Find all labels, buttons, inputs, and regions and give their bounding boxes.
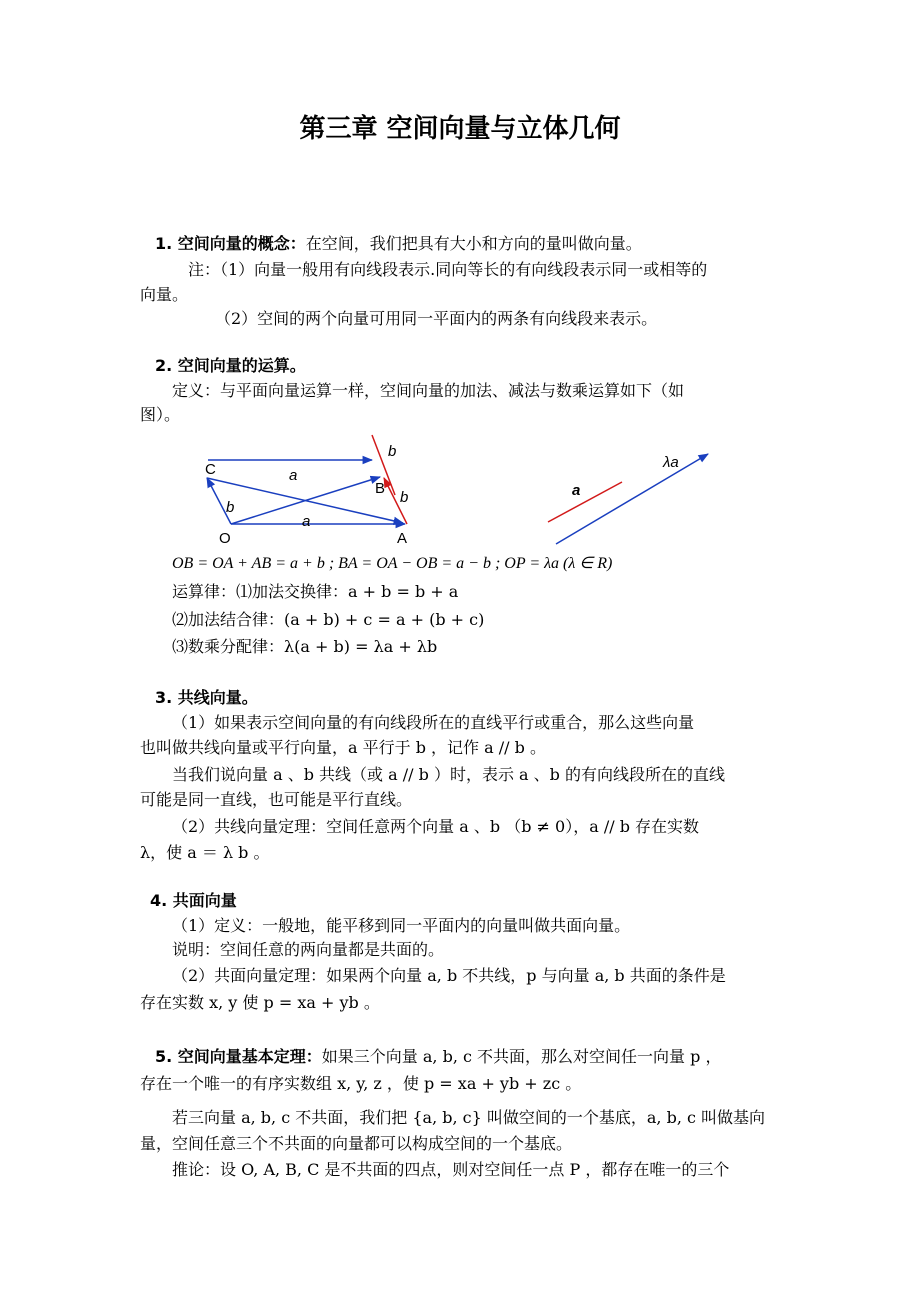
label-a-right: a	[572, 482, 581, 499]
label-vec-b-2: b	[388, 443, 397, 460]
section-3-p1b: 也叫做共线向量或平行向量，a 平行于 b ，记作 a // b 。	[140, 738, 546, 757]
section-4-p1: （1）定义：一般地，能平移到同一平面内的向量叫做共面向量。	[172, 916, 631, 935]
label-a-point: A	[397, 530, 408, 547]
section-3-p1a: （1）如果表示空间向量的有向线段所在的直线平行或重合，那么这些向量	[172, 713, 695, 732]
section-3-p3a: （2）共线向量定理：空间任意两个向量 a 、b （b ≠ 0），a // b 存在实数	[172, 817, 700, 836]
section-5-heading: 5. 空间向量基本定理：	[155, 1047, 322, 1066]
section-5-p1b: 存在一个唯一的有序实数组 x, y, z ，使 p = xa + yb + zc 。	[140, 1074, 582, 1093]
section-1-note-1: 注：（1）向量一般用有向线段表示.同向等长的有向线段表示同一或相等的	[188, 260, 708, 279]
section-3-p2a: 当我们说向量 a 、b 共线（或 a // b ）时，表示 a 、b 的有向线段所在的直线	[172, 765, 725, 784]
section-3-heading: 3. 共线向量。	[155, 688, 258, 707]
page-title: 第三章 空间向量与立体几何	[299, 114, 621, 144]
label-lambda-a: λa	[663, 454, 679, 471]
section-5-p2a: 若三向量 a, b, c 不共面，我们把 {a, b, c} 叫做空间的一个基底，a, b, c 叫做基向	[172, 1108, 766, 1127]
label-c: C	[205, 461, 216, 478]
label-b-point: B	[375, 480, 386, 497]
section-5-p1a	[155, 1047, 721, 1067]
label-vec-a-1: a	[289, 467, 298, 484]
section-1	[155, 234, 642, 254]
label-vec-a-2: a	[302, 513, 311, 530]
section-5-p1a-text: 如果三个向量 a, b, c 不共面，那么对空间任一向量 p ，	[321, 1047, 722, 1066]
section-2-definition: 定义：与平面向量运算一样，空间向量的加法、减法与数乘运算如下（如	[172, 381, 685, 400]
section-1-note-1-cont: 向量。	[140, 285, 189, 304]
section-2-formula: OB = OA + AB = a + b ; BA = OA − OB = a − b ; OP = λa (λ ∈ R)	[172, 555, 613, 572]
section-2-heading: 2. 空间向量的运算。	[155, 356, 306, 375]
section-5-p2b: 量，空间任意三个不共面的向量都可以构成空间的一个基底。	[140, 1134, 573, 1153]
label-vec-b-3: b	[400, 489, 409, 506]
law-distributive: ⑶数乘分配律：λ(a + b) = λa + λb	[172, 637, 438, 656]
section-3-p2b: 可能是同一直线，也可能是平行直线。	[140, 790, 413, 809]
vector-a-right	[548, 482, 622, 522]
section-1-heading: 1. 空间向量的概念：	[155, 234, 306, 253]
section-5-p3: 推论：设 O, A, B, C 是不共面的四点，则对空间任一点 P ，都存在唯一的三个	[172, 1160, 730, 1179]
section-4-p3a: （2）共面向量定理：如果两个向量 a, b 不共线，p 与向量 a, b 共面的条件是	[172, 966, 726, 985]
law-commutative: 运算律：⑴加法交换律：a + b = b + a	[172, 582, 459, 601]
section-4-p3b: 存在实数 x, y 使 p = xa + yb 。	[140, 993, 380, 1012]
section-3-p3b: λ，使 a ＝ λ b 。	[140, 843, 270, 862]
label-vec-b-1: b	[226, 499, 235, 516]
vector-lambda-a	[556, 454, 708, 544]
label-o: O	[219, 530, 231, 547]
section-4-heading: 4. 共面向量	[150, 891, 237, 910]
section-4-p2: 说明：空间任意的两向量都是共面的。	[172, 940, 445, 959]
section-2-definition-cont: 图）。	[140, 405, 181, 424]
section-1-text: 在空间，我们把具有大小和方向的量叫做向量。	[305, 234, 642, 253]
law-associative: ⑵加法结合律：(a + b) + c = a + (b + c)	[172, 610, 485, 629]
section-1-note-2: （2）空间的两个向量可用同一平面内的两条有向线段来表示。	[215, 309, 658, 328]
